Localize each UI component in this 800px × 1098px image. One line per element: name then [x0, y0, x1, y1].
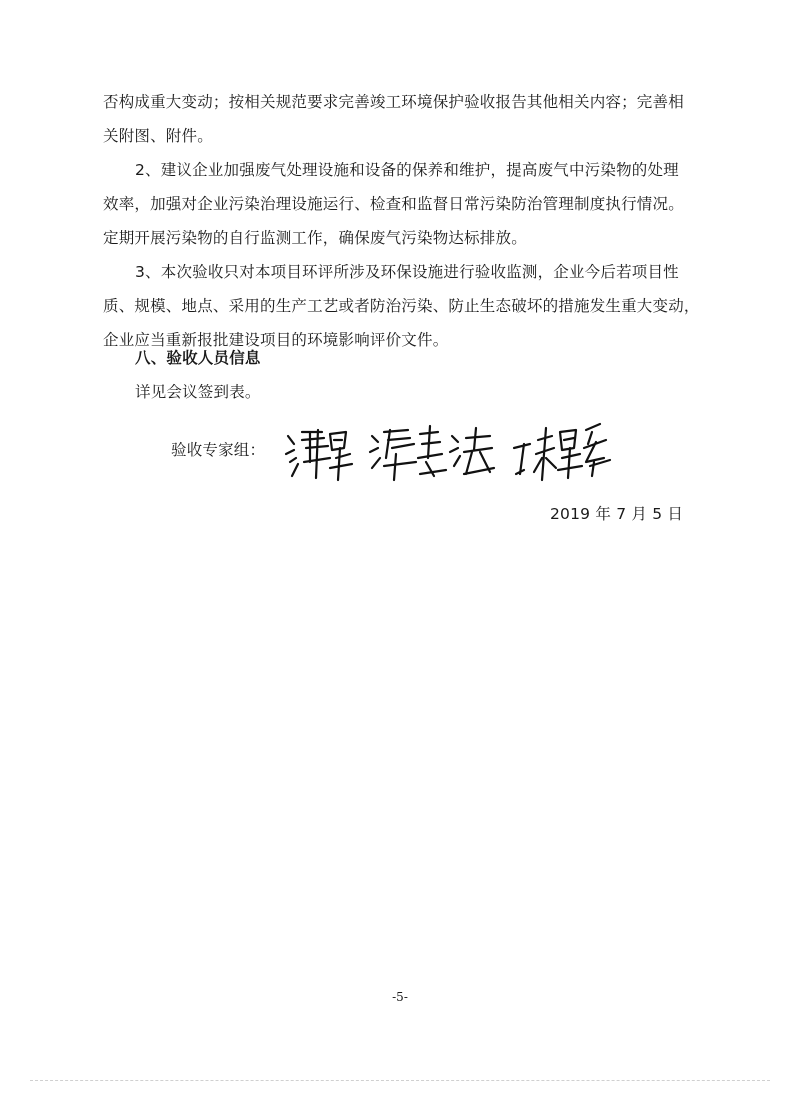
page-number: -5- [392, 990, 408, 1004]
paragraph-1-line-2: 关附图、附件。 [103, 127, 213, 145]
scan-edge-line [30, 1080, 770, 1081]
paragraph-3-line-3: 企业应当重新报批建设项目的环境影响评价文件。 [103, 331, 449, 349]
signatures-area [280, 418, 620, 488]
paragraph-2-line-2: 效率，加强对企业污染治理设施运行、检查和监督日常污染防治管理制度执行情况。 [103, 195, 684, 213]
section-8-heading: 八、验收人员信息 [135, 349, 261, 367]
document-date: 2019 年 7 月 5 日 [550, 505, 684, 523]
section-8-text: 详见会议签到表。 [135, 383, 261, 401]
expert-group-label: 验收专家组： [171, 441, 266, 459]
paragraph-2-line-3: 定期开展污染物的自行监测工作，确保废气污染物达标排放。 [103, 229, 527, 247]
paragraph-3-line-2: 质、规模、地点、采用的生产工艺或者防治污染、防止生态破坏的措施发生重大变动， [103, 297, 700, 315]
handwritten-signatures-image [280, 418, 620, 488]
paragraph-2-line-1: 2、建议企业加强废气处理设施和设备的保养和维护，提高废气中污染物的处理 [135, 161, 679, 179]
paragraph-1-line-1: 否构成重大变动；按相关规范要求完善竣工环境保护验收报告其他相关内容；完善相 [103, 93, 684, 111]
paragraph-3-line-1: 3、本次验收只对本项目环评所涉及环保设施进行验收监测，企业今后若项目性 [135, 263, 679, 281]
